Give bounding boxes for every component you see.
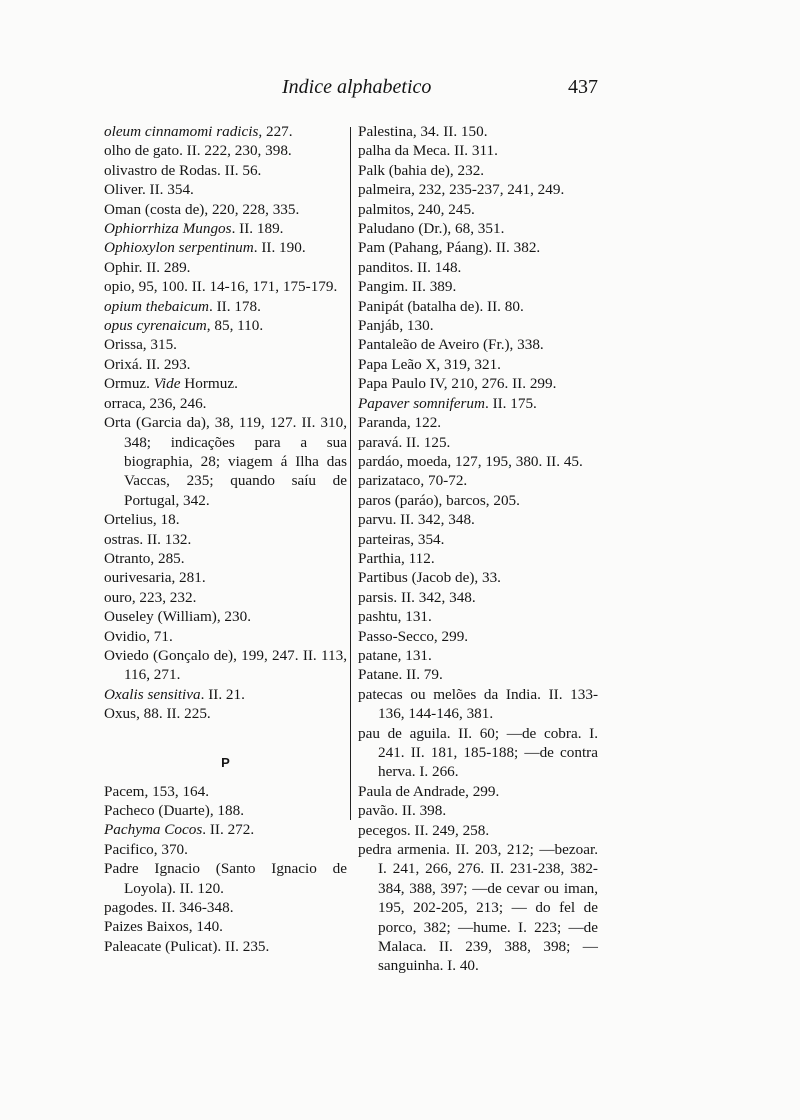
entry-text: Paranda, 122. xyxy=(358,414,442,432)
entry-term-italic: Ophioxylon serpentinum xyxy=(104,239,254,257)
entry-text: pau de aguila. II. 60; —de cobra. I. 241. II. 181, 185-188; —de contra herva. I. 266. xyxy=(358,724,598,781)
index-entry xyxy=(358,549,598,568)
entry-text: . II. 189. xyxy=(231,220,284,238)
index-entry xyxy=(358,355,598,374)
entry-text: Ouseley (William), 230. xyxy=(104,608,252,626)
entry-text: Orissa, 315. xyxy=(104,336,177,354)
index-entry xyxy=(358,297,598,316)
entry-term-italic: oleum cinnamomi radicis xyxy=(104,123,259,140)
entry-text: parteiras, 354. xyxy=(358,530,445,548)
index-entry xyxy=(104,413,347,510)
index-entry xyxy=(358,471,598,490)
entry-text: Partibus (Jacob de), 33. xyxy=(358,569,501,587)
left-column xyxy=(104,122,347,956)
index-entry xyxy=(358,219,598,238)
index-entry xyxy=(104,316,347,335)
entry-text: Papa Leão X, 319, 321. xyxy=(358,355,501,373)
entry-text: ourivesaria, 281. xyxy=(104,569,206,587)
entry-text: Palestina, 34. II. 150. xyxy=(358,123,488,140)
index-entry xyxy=(104,549,347,568)
index-entry xyxy=(358,607,598,626)
entry-text: Paludano (Dr.), 68, 351. xyxy=(358,220,505,238)
index-entry xyxy=(104,782,347,801)
index-entry xyxy=(358,258,598,277)
index-entry xyxy=(358,840,598,976)
index-entry xyxy=(358,627,598,646)
entry-text: ouro, 223, 232. xyxy=(104,588,197,606)
index-entry xyxy=(104,820,347,839)
index-entry xyxy=(358,588,598,607)
entry-text: Panipát (batalha de). II. 80. xyxy=(358,297,524,315)
index-entry xyxy=(104,180,347,199)
index-entry xyxy=(104,898,347,917)
index-entry xyxy=(358,413,598,432)
entry-text: Panjáb, 130. xyxy=(358,317,434,335)
right-entries xyxy=(358,122,598,976)
entry-text: pecegos. II. 249, 258. xyxy=(358,821,490,839)
entry-text: Padre Ignacio (Santo Ignacio de Loyola). II. 120. xyxy=(104,860,347,897)
page-number: 437 xyxy=(568,76,598,98)
entry-text: Ortelius, 18. xyxy=(104,511,180,529)
index-entry xyxy=(104,704,347,723)
entry-text: . II. 178. xyxy=(209,297,261,315)
entry-text: Parthia, 112. xyxy=(358,549,435,567)
entry-term-italic: Pachyma Cocos xyxy=(104,821,203,839)
index-entry xyxy=(104,122,347,141)
entry-text: patane, 131. xyxy=(358,646,432,664)
entry-text: Palk (bahia de), 232. xyxy=(358,161,485,179)
entry-text: Paizes Baixos, 140. xyxy=(104,918,223,936)
column-divider xyxy=(350,127,351,820)
index-entry xyxy=(104,200,347,219)
index-entry xyxy=(358,646,598,665)
entry-text: parvu. II. 342, 348. xyxy=(358,511,475,529)
index-entry xyxy=(104,801,347,820)
index-entry xyxy=(358,161,598,180)
index-entry xyxy=(358,316,598,335)
entry-text: Hormuz. xyxy=(180,375,238,393)
entry-text: palmeira, 232, 235-237, 241, 249. xyxy=(358,181,565,199)
entry-term-italic: opus cyrenaicum xyxy=(104,317,207,335)
index-entry xyxy=(104,568,347,587)
index-entry xyxy=(104,277,347,296)
index-entry xyxy=(358,277,598,296)
index-entry xyxy=(104,258,347,277)
entry-text: , 85, 110. xyxy=(206,317,264,335)
entry-text: Patane. II. 79. xyxy=(358,666,443,684)
entry-text: Pacifico, 370. xyxy=(104,840,188,858)
index-entry xyxy=(104,297,347,316)
entry-text: opio, 95, 100. II. 14-16, 171, 175-179. xyxy=(104,278,338,296)
right-column xyxy=(358,122,598,976)
section-letter-p: P xyxy=(221,754,230,770)
entry-text: Paula de Andrade, 299. xyxy=(358,782,500,800)
running-title: Indice alphabetico xyxy=(282,76,432,98)
index-entry xyxy=(104,646,347,685)
entry-term-italic: Oxalis sensitiva xyxy=(104,685,201,703)
entry-text: Otranto, 285. xyxy=(104,549,185,567)
index-entry xyxy=(104,374,347,393)
index-entry xyxy=(358,530,598,549)
entry-text: pardáo, moeda, 127, 195, 380. II. 45. xyxy=(358,452,583,470)
page-header xyxy=(104,76,598,108)
index-entry xyxy=(358,510,598,529)
index-entry xyxy=(358,433,598,452)
entry-text: Oxus, 88. II. 225. xyxy=(104,705,211,723)
index-entry xyxy=(358,724,598,782)
entry-text: paravá. II. 125. xyxy=(358,433,451,451)
entry-text: palmitos, 240, 245. xyxy=(358,200,475,218)
entry-text: Pantaleão de Aveiro (Fr.), 338. xyxy=(358,336,544,354)
entry-text: patecas ou melões da India. II. 133-136, 144-146, 381. xyxy=(358,685,598,723)
index-entry xyxy=(104,685,347,704)
index-entry xyxy=(104,588,347,607)
entry-text: parsis. II. 342, 348. xyxy=(358,588,476,606)
index-entry xyxy=(104,627,347,646)
entry-text: , 227. xyxy=(258,123,293,140)
index-entry xyxy=(104,859,347,898)
index-entry xyxy=(104,161,347,180)
entry-text: paros (paráo), barcos, 205. xyxy=(358,491,520,509)
entry-text: pagodes. II. 346-348. xyxy=(104,899,234,917)
left-entries-p xyxy=(104,782,347,957)
entry-text: Orixá. II. 293. xyxy=(104,355,191,373)
entry-text: Paleacate (Pulicat). II. 235. xyxy=(104,937,270,955)
index-entry xyxy=(358,335,598,354)
entry-text: olivastro de Rodas. II. 56. xyxy=(104,161,262,179)
entry-text: parizataco, 70-72. xyxy=(358,472,468,490)
entry-text: Pacheco (Duarte), 188. xyxy=(104,802,245,819)
index-entry xyxy=(104,141,347,160)
index-entry xyxy=(358,374,598,393)
entry-text: Pacem, 153, 164. xyxy=(104,782,210,800)
entry-text: pedra armenia. II. 203, 212; —bezoar. I. 241, 266, 276. II. 231-238, 382-384, 388, 397; —de cevar ou iman, 195, 202-205, 213; — do fel de porco, 382; —hume. I. 223; —de Malaca. II. 239, 388, 398; —sanguinha. I. 40. xyxy=(358,841,598,975)
index-entry xyxy=(104,917,347,936)
index-entry xyxy=(358,141,598,160)
entry-text: Orta (Garcia da), 38, 119, 127. II. 310, 348; indicações para a sua biographia, 28; viagem á Ilha das Vaccas, 235; quando saíu de Portugal, 342. xyxy=(104,414,347,509)
index-entry xyxy=(358,394,598,413)
entry-text: Pam (Pahang, Páang). II. 382. xyxy=(358,239,541,257)
index-entry xyxy=(358,821,598,840)
entry-text: Ovidio, 71. xyxy=(104,627,173,645)
index-entry xyxy=(358,801,598,820)
entry-text: Oman (costa de), 220, 228, 335. xyxy=(104,200,300,218)
entry-text: Pangim. II. 389. xyxy=(358,278,457,296)
entry-text: . II. 21. xyxy=(200,685,245,703)
entry-text: olho de gato. II. 222, 230, 398. xyxy=(104,142,292,160)
entry-text: pavão. II. 398. xyxy=(358,802,447,820)
index-entry xyxy=(358,180,598,199)
index-entry xyxy=(104,530,347,549)
index-entry xyxy=(104,607,347,626)
entry-text: pashtu, 131. xyxy=(358,608,432,626)
entry-text: . II. 175. xyxy=(484,394,537,412)
entry-text: Papa Paulo IV, 210, 276. II. 299. xyxy=(358,375,557,393)
entry-text: Oliver. II. 354. xyxy=(104,181,194,199)
entry-term-italic: Papaver somniferum xyxy=(358,394,485,412)
entry-text: panditos. II. 148. xyxy=(358,258,462,276)
entry-term-italic: opium thebaicum xyxy=(104,297,210,315)
index-entry xyxy=(104,394,347,413)
entry-term-italic: Ophiorrhiza Mungos xyxy=(104,220,232,238)
index-entry xyxy=(104,510,347,529)
index-entry xyxy=(104,840,347,859)
index-entry xyxy=(358,122,598,141)
index-entry xyxy=(358,238,598,257)
index-entry xyxy=(104,238,347,257)
entry-text: . II. 190. xyxy=(253,239,306,257)
index-entry xyxy=(104,937,347,956)
index-entry xyxy=(104,335,347,354)
index-entry xyxy=(104,355,347,374)
index-entry xyxy=(358,685,598,724)
entry-text: Ormuz. xyxy=(104,375,154,393)
index-entry xyxy=(358,452,598,471)
index-entry xyxy=(358,568,598,587)
index-entry xyxy=(358,665,598,684)
entry-text: Passo-Secco, 299. xyxy=(358,627,469,645)
entry-text: . II. 272. xyxy=(202,821,255,839)
entry-text: palha da Meca. II. 311. xyxy=(358,142,498,160)
index-entry xyxy=(358,782,598,801)
entry-term-italic: Vide xyxy=(153,375,181,393)
entry-text: ostras. II. 132. xyxy=(104,530,192,548)
entry-text: Oviedo (Gonçalo de), 199, 247. II. 113, 116, 271. xyxy=(104,646,347,684)
index-entry xyxy=(358,491,598,510)
index-entry xyxy=(104,219,347,238)
entry-text: orraca, 236, 246. xyxy=(104,394,207,412)
left-entries-o xyxy=(104,122,347,724)
index-entry xyxy=(358,200,598,219)
entry-text: Ophir. II. 289. xyxy=(104,258,191,276)
